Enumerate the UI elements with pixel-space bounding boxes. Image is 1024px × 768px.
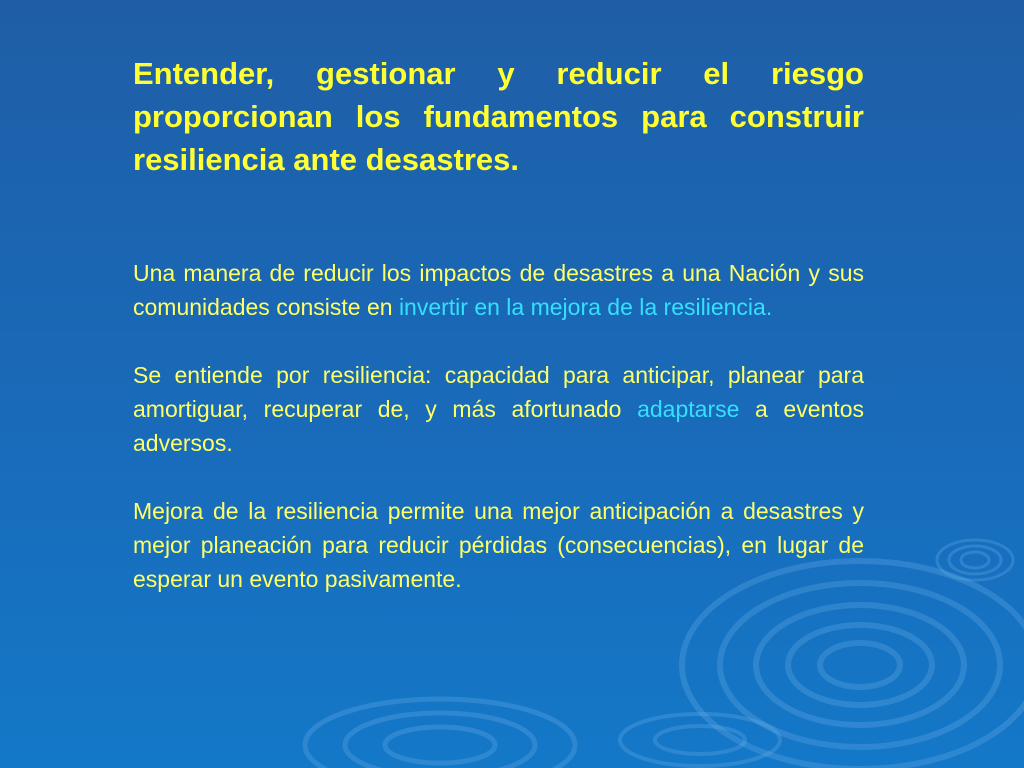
ripple-bottom-right (620, 714, 780, 766)
paragraph-definition-text-end: a eventos adversos. (133, 396, 864, 456)
paragraph-investment (133, 256, 864, 324)
paragraph-investment-text: Una manera de reducir los impactos de desastres a una Nación y sus comunidades consiste en (133, 260, 864, 320)
ripple-small-right (937, 540, 1013, 580)
paragraph-definition-text: Se entiende por resiliencia: capacidad para anticipar, planear para amortiguar, recuperar de, y más afortunado (133, 362, 864, 422)
paragraph-definition-highlight: adaptarse (637, 396, 740, 422)
paragraph-investment-highlight: invertir en la mejora de la resiliencia. (398, 294, 773, 320)
paragraph-resilience-definition (133, 358, 864, 460)
slide-title: Entender, gestionar y reducir el riesgo proporcionan los fundamentos para construir resiliencia ante desastres. (133, 56, 864, 177)
ripple-bottom-left (305, 699, 575, 768)
slide-content (133, 52, 864, 596)
paragraph-resilience-improvement: Mejora de la resiliencia permite una mejor anticipación a desastres y mejor planeación para reducir pérdidas (consecuencias), en lugar de esperar un evento pasivamente. (133, 498, 864, 592)
